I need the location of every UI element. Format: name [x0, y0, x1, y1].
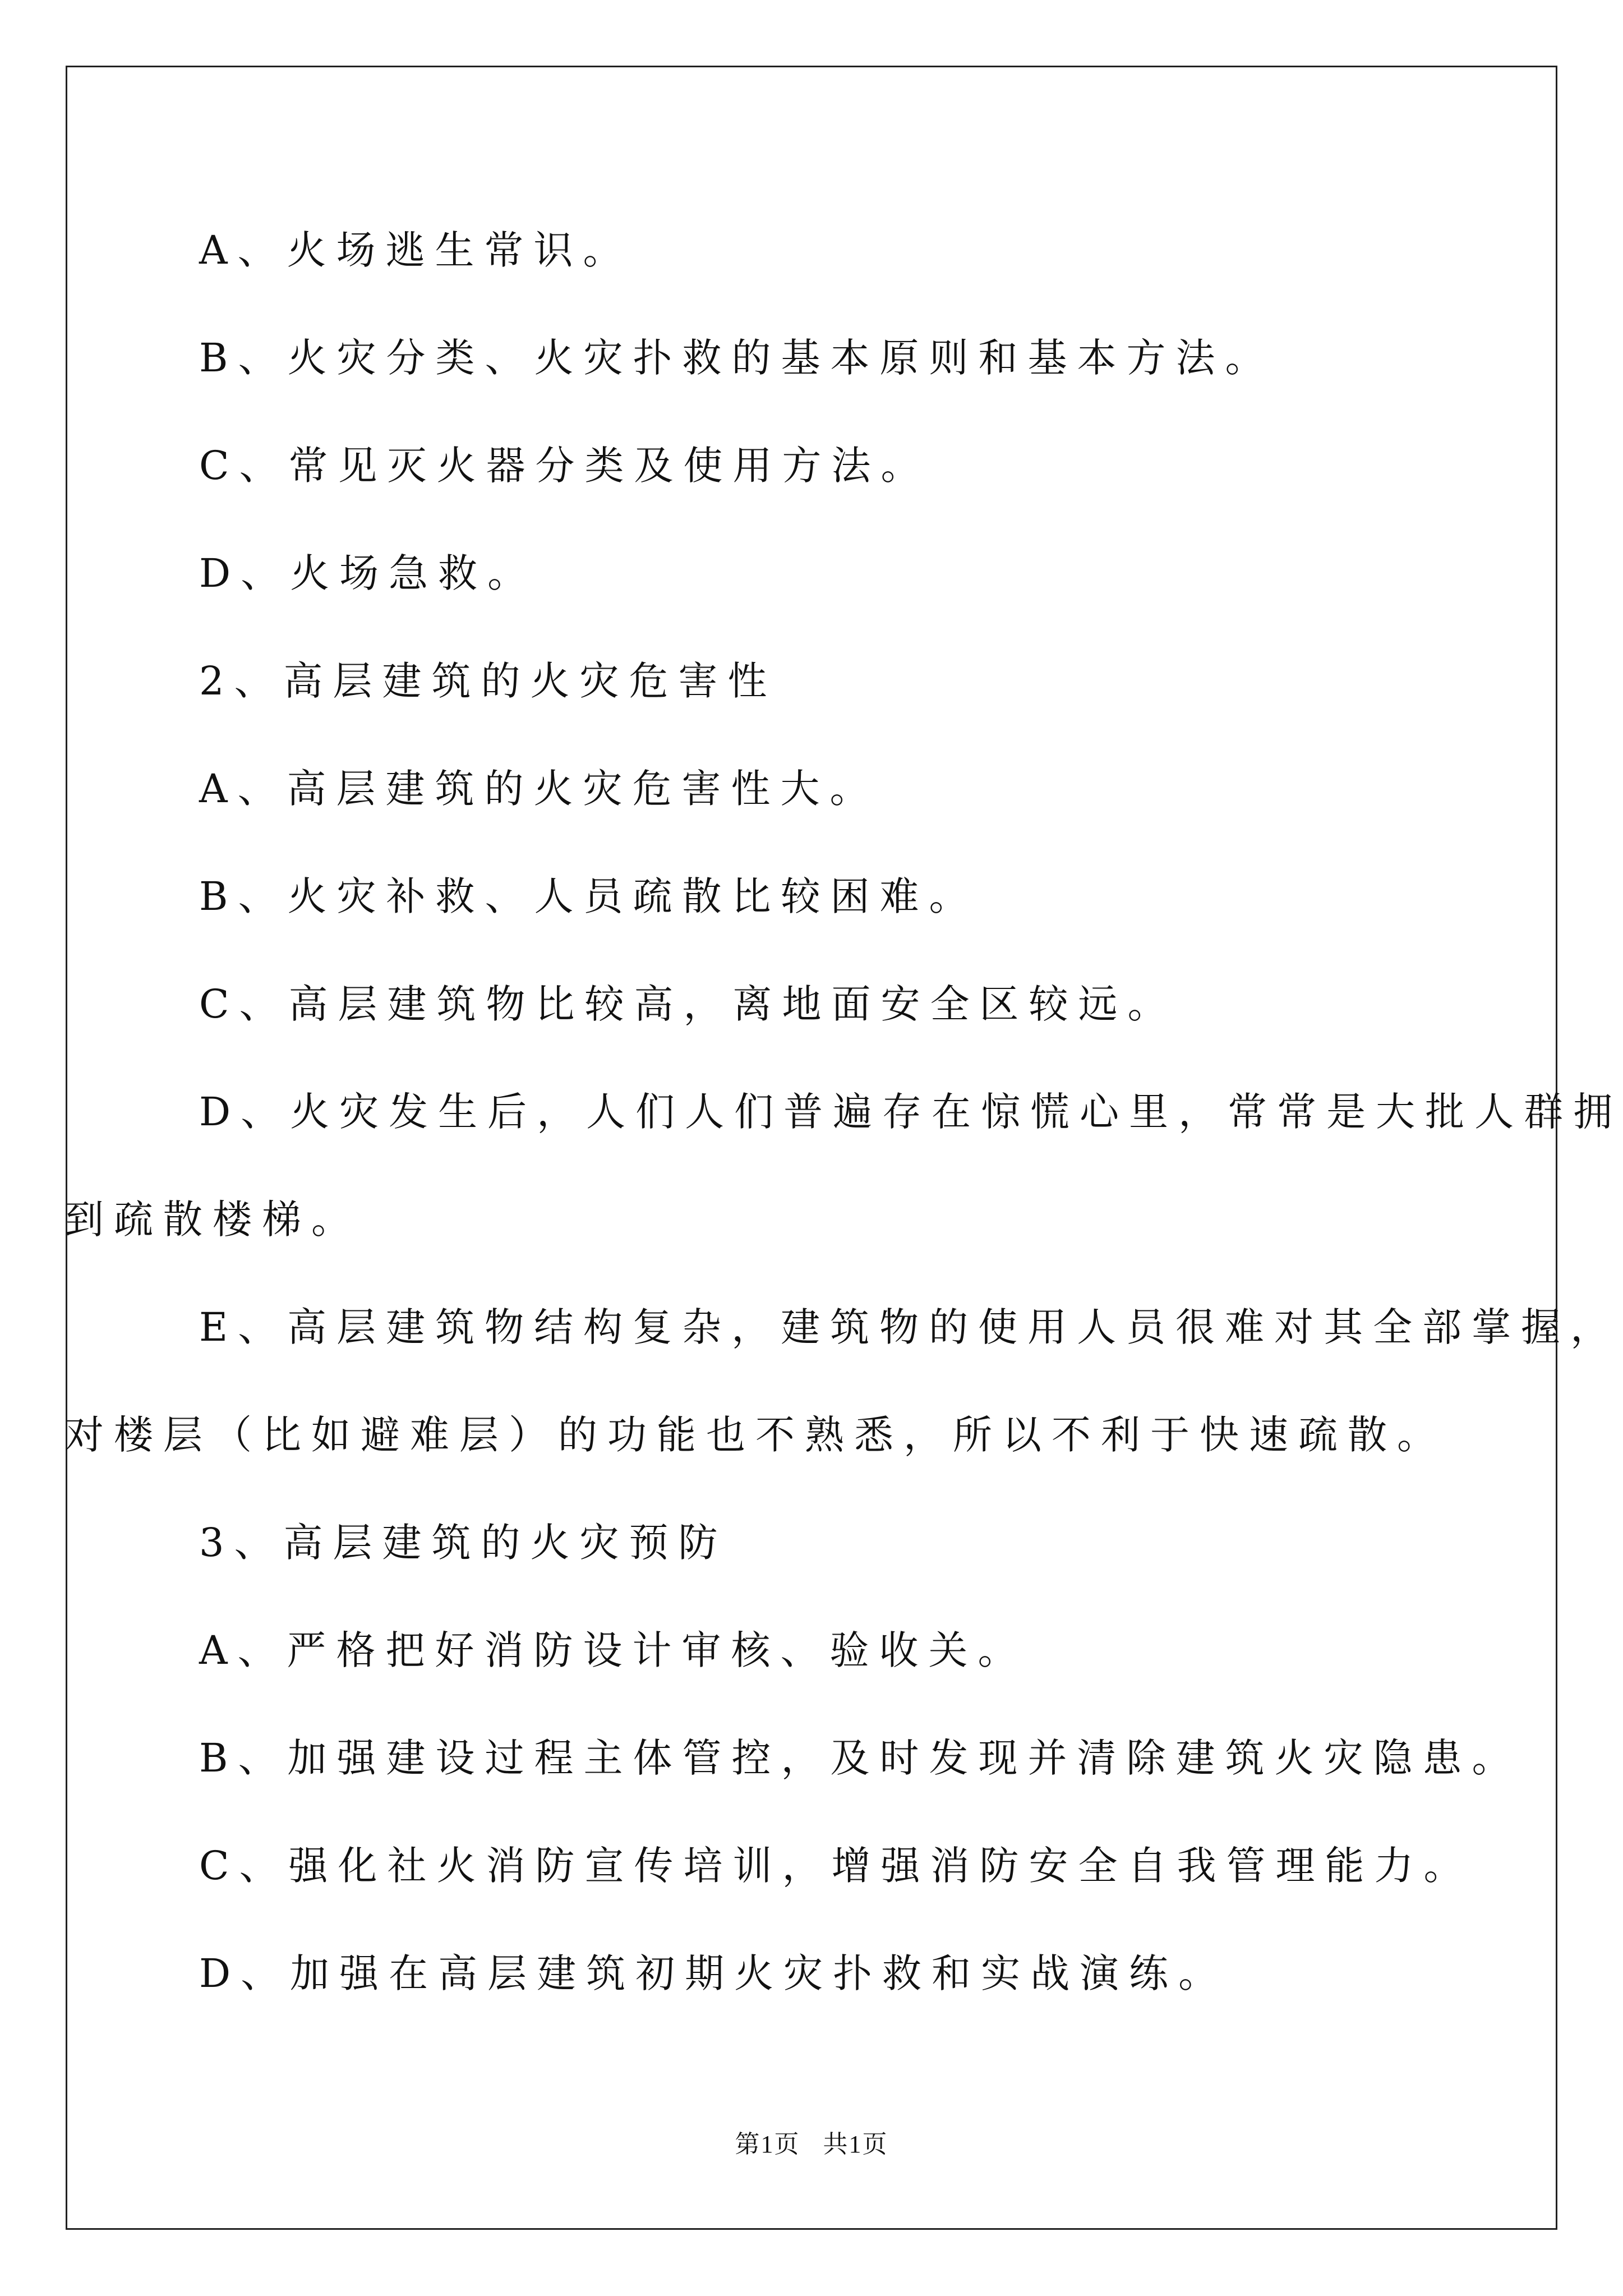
page-footer [0, 2124, 1623, 2160]
page-number: 第1页 [735, 2131, 800, 2158]
paragraph-line: E、高层建筑物结构复杂，建筑物的使用人员很难对其全部掌握， [199, 1304, 1620, 1350]
paragraph-continuation [64, 1408, 1472, 1462]
paragraph [199, 1085, 1623, 1139]
paragraph [199, 1300, 1620, 1354]
paragraph: A、严格把好消防设计审核、验收关。 [199, 1627, 1027, 1673]
paragraph: D、火场急救。 [199, 550, 537, 596]
paragraph: B、加强建设过程主体管控，及时发现并清除建筑火灾隐患。 [199, 1735, 1521, 1781]
paragraph: B、火灾分类、火灾扑救的基本原则和基本方法。 [199, 335, 1275, 381]
paragraph: C、高层建筑物比较高，离地面安全区较远。 [199, 981, 1177, 1027]
paragraph-line: D、火灾发生后，人们人们普遍存在惊慌心里，常常是大批人群拥 [199, 1089, 1623, 1135]
paragraph-line: 到疏散楼梯。 [64, 1197, 361, 1243]
page-total: 共1页 [823, 2131, 888, 2158]
paragraph: B、火灾补救、人员疏散比较困难。 [199, 873, 979, 919]
paragraph: A、火场逃生常识。 [199, 227, 633, 273]
section-heading: 3、高层建筑的火灾预防 [199, 1520, 728, 1566]
paragraph: C、强化社火消防宣传培训，增强消防安全自我管理能力。 [199, 1843, 1473, 1889]
paragraph: C、常见灭火器分类及使用方法。 [199, 443, 930, 489]
paragraph-line: 对楼层（比如避难层）的功能也不熟悉，所以不利于快速疏散。 [64, 1412, 1446, 1458]
paragraph-continuation [64, 1193, 1472, 1246]
paragraph: D、加强在高层建筑初期火灾扑救和实战演练。 [199, 1950, 1228, 1996]
document-body [64, 223, 1623, 2054]
section-heading: 2、高层建筑的火灾危害性 [199, 658, 777, 704]
paragraph: A、高层建筑的火灾危害性大。 [199, 766, 879, 812]
